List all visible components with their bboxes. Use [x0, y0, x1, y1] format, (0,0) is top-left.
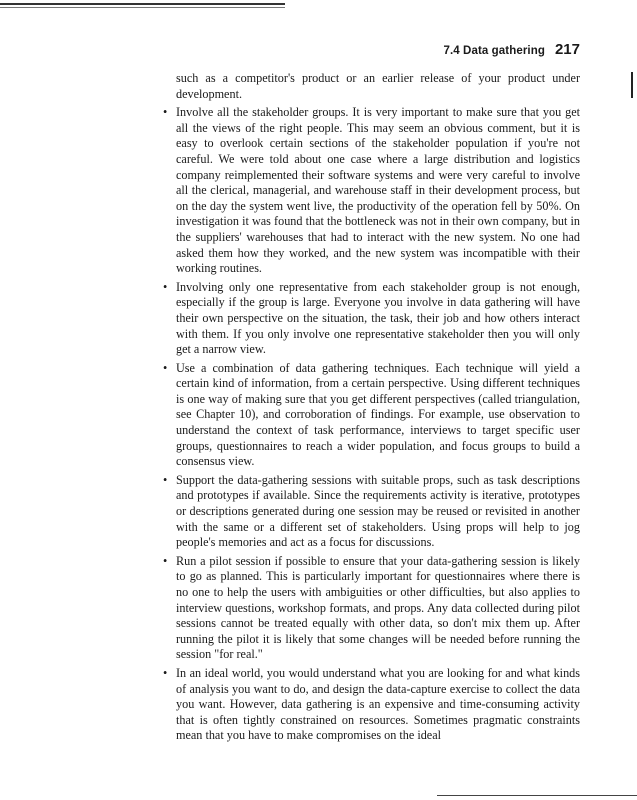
page-number: 217: [554, 41, 580, 58]
top-rule: [0, 3, 285, 5]
page-body: [176, 71, 580, 744]
list-item-combine-techniques: • Use a combination of data gathering techniques. Each technique will yield a certain kind of information, from a certain perspective. Using different techniques is one way of making sure that you get different perspectives (called triangulation, see Chapter 10), and corroboration of findings. For example, use observation to understand the context of task performance, interviews to target specific user groups, questionnaires to reach a wider population, and focus groups to build a consensus view.: [176, 361, 580, 470]
running-header: [440, 41, 580, 58]
list-item-involve-stakeholders: • Involve all the stakeholder groups. It is very important to make sure that you get all the views of the right people. This may seem an obvious comment, but it is easy to overlook certain sections of the stakeholder population if you're not careful. We were told about one case where a large distribution and logistics company reimplemented their software systems and were very careful to involve all the clerical, managerial, and warehouse staff in their development process, but on the day the system went live, the productivity of the operation fell by 50%. On investigation it was found that the bottleneck was not in their own company, but in the suppliers' warehouses that had to interact with the new system. No one had asked them how they worked, and the new system was incompatible with their working routines.: [176, 105, 580, 277]
list-item-ideal-world: • In an ideal world, you would understand what you are looking for and what kinds of analysis you want to do, and design the data-capture exercise to collect the data you want. However, data gathering is an expensive and time-consuming activity that is often tightly constrained on resources. Sometimes pragmatic constraints mean that you have to make compromises on the ideal: [176, 666, 580, 744]
list-item-use-props: • Support the data-gathering sessions with suitable props, such as task descriptions and prototypes if available. Since the requirements activity is iterative, prototypes or descriptions generated during one session may be reused or revisited in another with the same or a different set of stakeholders. Using props will help to jog people's memories and act as a focus for discussions.: [176, 473, 580, 551]
list-item-pilot-session: • Run a pilot session if possible to ensure that your data-gathering session is likely to go as planned. This is particularly important for questionnaires where there is no one to help the users with ambiguities or other difficulties, but also applies to interview questions, workshop formats, and props. Any data collected during pilot sessions cannot be treated equally with other data, so don't mix them up. After running the pilot it is likely that some changes will be needed before running the session "for real.": [176, 554, 580, 663]
top-rule-thin: [0, 7, 285, 8]
bottom-rule: [437, 795, 637, 796]
section-title: 7.4 Data gathering: [443, 45, 545, 57]
margin-mark: [631, 72, 633, 98]
guideline-list: [176, 105, 580, 744]
list-item-multiple-representatives: • Involving only one representative from each stakeholder group is not enough, especially if the group is large. Everyone you involve in data gathering will have their own perspective on the situation, the task, their job and how others interact with them. If you only involve one representative stakeholder then you will only get a narrow view.: [176, 280, 580, 358]
intro-paragraph: such as a competitor's product or an earlier release of your product under development.: [176, 71, 580, 101]
